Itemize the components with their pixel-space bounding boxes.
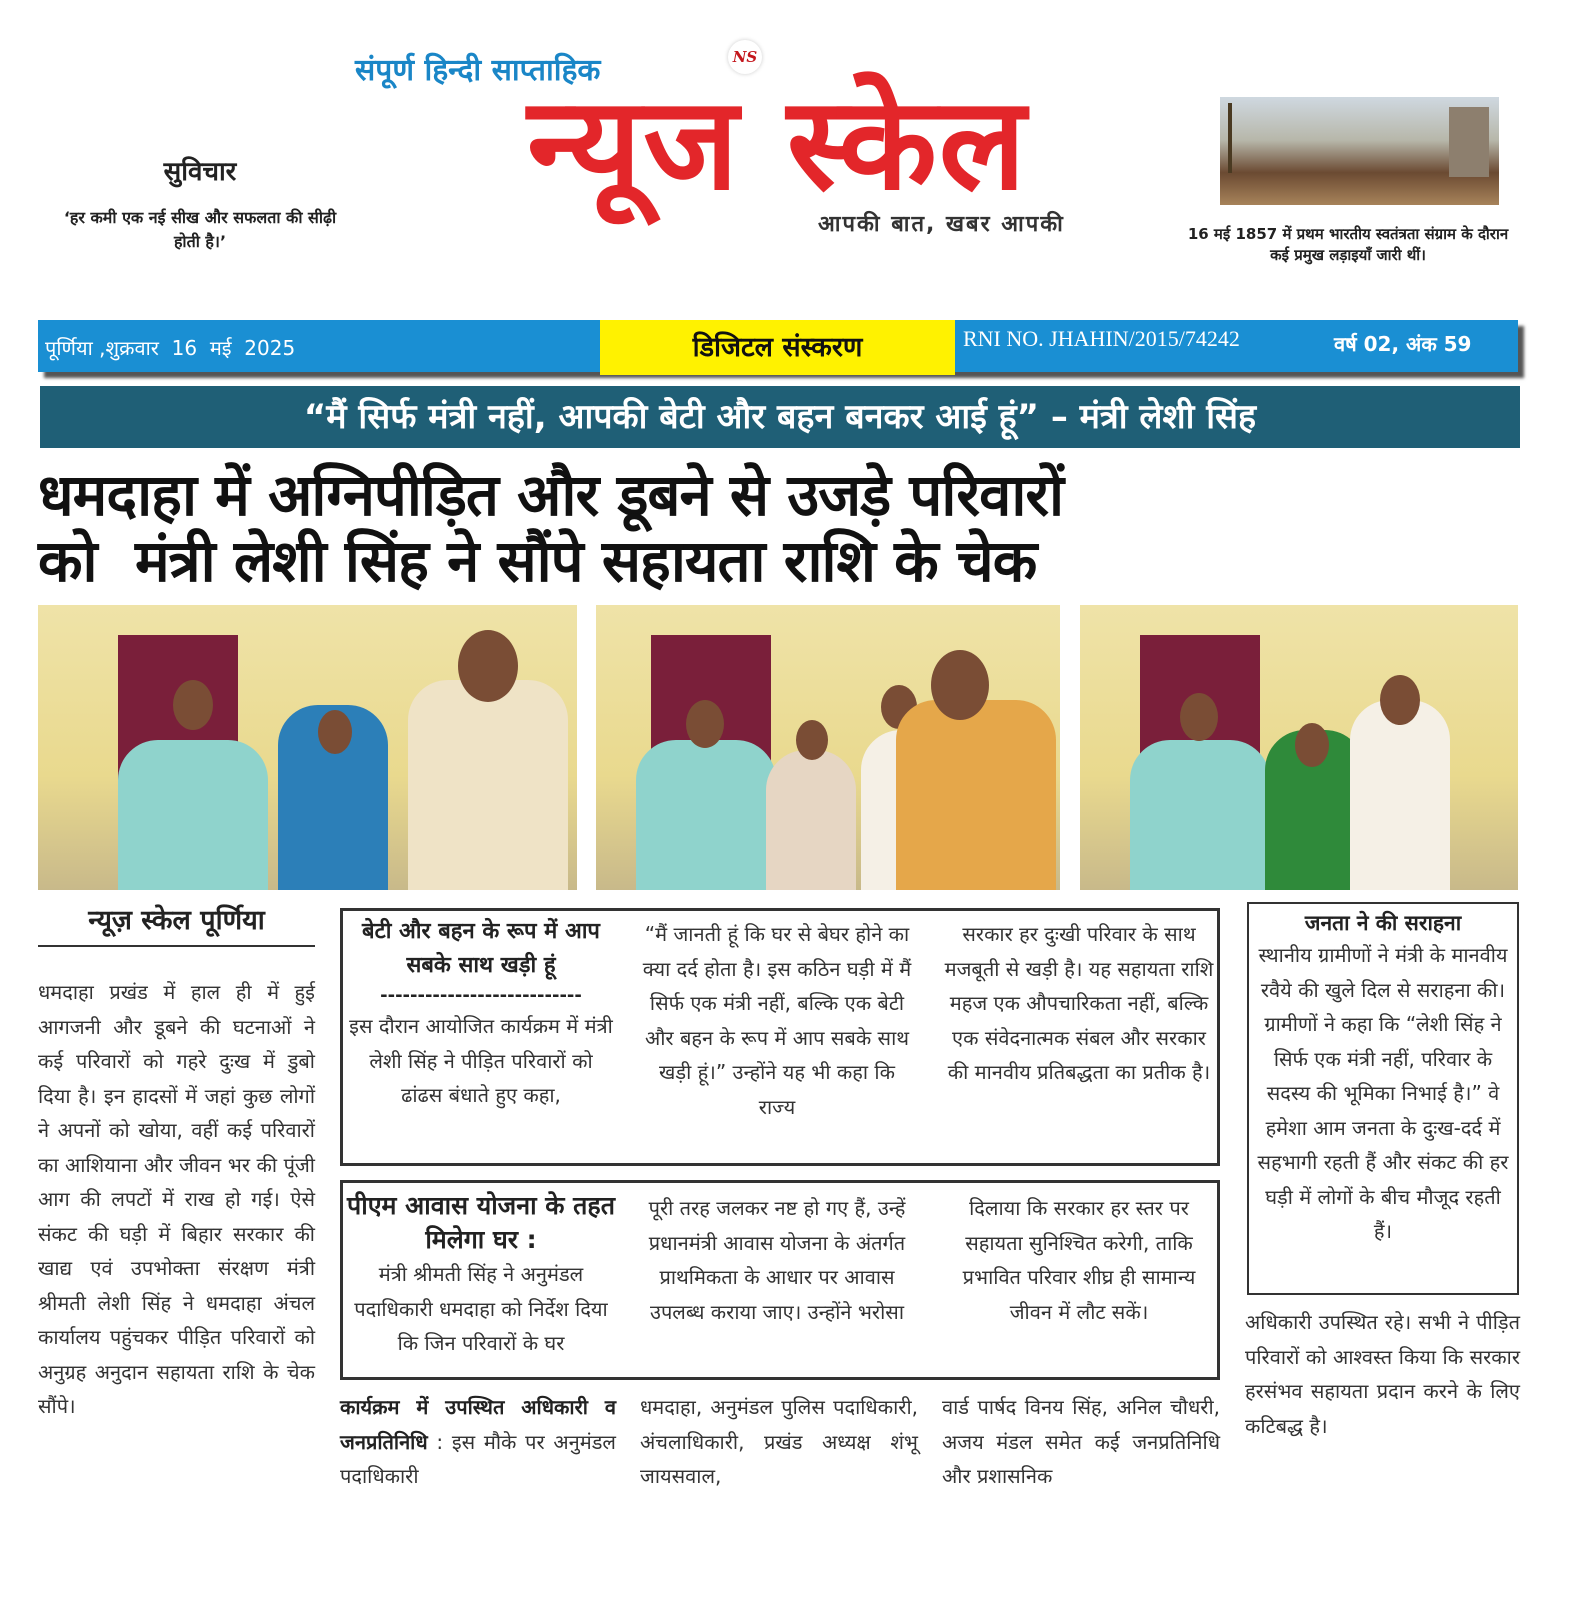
box1-col2: “मैं जानती हूं कि घर से बेघर होने का क्या दर्द होता है। इस कठिन घड़ी में मैं सिर्फ एक मंत्री नहीं, बल्कि एक बेटी और बहन के रूप में आप सबके साथ खड़ी हूं।” उन्होंने यह भी कहा कि राज्य: [642, 922, 912, 1119]
rni-number: RNI NO. JHAHIN/2015/74242: [963, 326, 1240, 351]
place-date: पूर्णिया ,शुक्रवार 16 मई 2025: [45, 336, 296, 360]
photo-cheque-handover-3: [1080, 605, 1518, 890]
main-headline: [38, 462, 1528, 594]
quote-band: “मैं सिर्फ मंत्री नहीं, आपकी बेटी और बहन बनकर आई हूं” – मंत्री लेशी सिंह: [40, 386, 1520, 448]
masthead-tagline: संपूर्ण हिन्दी साप्ताहिक: [355, 53, 601, 88]
photo-cheque-handover-2: [596, 605, 1060, 890]
box1-subhead: बेटी और बहन के रूप में आप सबके साथ खड़ी हूं: [362, 919, 600, 978]
officials-col2: धमदाहा, अनुमंडल पुलिस पदाधिकारी, अंचलाधिकारी, प्रखंड अध्यक्ष शंभू जायसवाल,: [640, 1395, 918, 1488]
history-painting-image: [1220, 97, 1499, 205]
box2-col3: दिलाया कि सरकार हर स्तर पर सहायता सुनिश्चित करेगी, ताकि प्रभावित परिवार शीघ्र ही सामान्य जीवन में लौट सकें।: [962, 1196, 1196, 1324]
officials-subhead: कार्यक्रम में उपस्थित अधिकारी व जनप्रतिनिधि: [340, 1395, 616, 1454]
masthead-title: न्यूज स्केल: [527, 70, 1028, 219]
box1-col1: इस दौरान आयोजित कार्यक्रम में मंत्री लेशी सिंह ने पीड़ित परिवारों को ढांढस बंधाते हुए कहा,: [349, 1014, 613, 1107]
box-beti-bahan: [340, 908, 1220, 1166]
headline-line-1: धमदाहा में अग्निपीड़ित और डूबने से उजड़े परिवारों: [38, 461, 1064, 529]
officials-col3: वार्ड पार्षद विनय सिंह, अनिल चौधरी, अजय मंडल समेत कई जनप्रतिनिधि और प्रशासनिक: [942, 1395, 1220, 1488]
headline-line-2: को मंत्री लेशी सिंह ने सौंपे सहायता राशि के चेक: [38, 527, 1037, 595]
praise-subhead: जनता ने की सराहना: [1304, 911, 1462, 935]
article-byline: न्यूज़ स्केल पूर्णिया: [38, 900, 315, 947]
suvichar-quote: ‘हर कमी एक नई सीख और सफलता की सीढ़ी होती है।’: [63, 208, 337, 251]
box-pm-awas: [340, 1180, 1220, 1380]
history-caption: 16 मई 1857 में प्रथम भारतीय स्वतंत्रता संग्राम के दौरान कई प्रमुख लड़ाइयाँ जारी थीं।: [1187, 225, 1509, 264]
box2-col1: मंत्री श्रीमती सिंह ने अनुमंडल पदाधिकारी धमदाहा को निर्देश दिया कि जिन परिवारों के घर: [354, 1262, 608, 1355]
praise-text: स्थानीय ग्रामीणों ने मंत्री के मानवीय रवैये की खुले दिल से सराहना की। ग्रामीणों ने कहा कि “लेशी सिंह ने सिर्फ एक मंत्री नहीं, परिवार के सदस्य की भूमिका निभाई है।” वे हमेशा आम जनता के दुःख-दर्द में सहभागी रहती हैं और संकट की हर घड़ी में लोगों के बीच मौजूद रहती हैं।: [1257, 943, 1509, 1243]
officials-col4: अधिकारी उपस्थित रहे। सभी ने पीड़ित परिवारों को आश्वस्त किया कि सरकार हरसंभव सहायता प्रदान करने के लिए कटिबद्ध है।: [1245, 1310, 1520, 1438]
officials-col1-text: : इस मौके पर अनुमंडल पदाधिकारी: [340, 1429, 616, 1488]
ns-logo-icon: NS: [728, 40, 762, 74]
box1-divider: ---------------------------: [380, 985, 582, 1006]
article-intro: धमदाहा प्रखंड में हाल ही में हुई आगजनी और डूबने की घटनाओं ने कई परिवारों को गहरे दुःख में डुबो दिया है। इन हादसों में जहां कुछ लोगों ने अपनों को खोया, वहीं कई परिवारों का आशियाना और जीवन भर की पूंजी आग की लपटों में राख हो गई। ऐसे संकट की घड़ी में बिहार सरकार की खाद्य एवं उपभोक्ता संरक्षण मंत्री श्रीमती लेशी सिंह ने धमदाहा अंचल कार्यालय पहुंचकर पीड़ित परिवारों को अनुग्रह अनुदान सहायता राशि के चेक सौंपे।: [38, 980, 315, 1418]
issue-number: वर्ष 02, अंक 59: [1334, 332, 1472, 356]
box2-col2: पूरी तरह जलकर नष्ट हो गए हैं, उन्हें प्रधानमंत्री आवास योजना के अंतर्गत प्राथमिकता के आधार पर आवास उपलब्ध कराया जाए। उन्होंने भरोसा: [648, 1196, 906, 1324]
masthead-slogan: आपकी बात, खबर आपकी: [818, 212, 1065, 237]
box1-col3: सरकार हर दुःखी परिवार के साथ मजबूती से खड़ी है। यह सहायता राशि महज एक औपचारिकता नहीं, बल्कि एक संवेदनात्मक संबल और सरकार की मानवीय प्रतिबद्धता का प्रतीक है।: [944, 922, 1214, 1084]
officials-col1: [340, 1390, 616, 1494]
photo-cheque-handover-1: [38, 605, 577, 890]
box2-subhead: पीएम आवास योजना के तहत मिलेगा घर :: [347, 1191, 615, 1254]
edition-label: डिजिटल संस्करण: [600, 320, 955, 375]
suvichar-heading: सुविचार: [163, 157, 237, 187]
box-public-praise: [1247, 902, 1519, 1295]
